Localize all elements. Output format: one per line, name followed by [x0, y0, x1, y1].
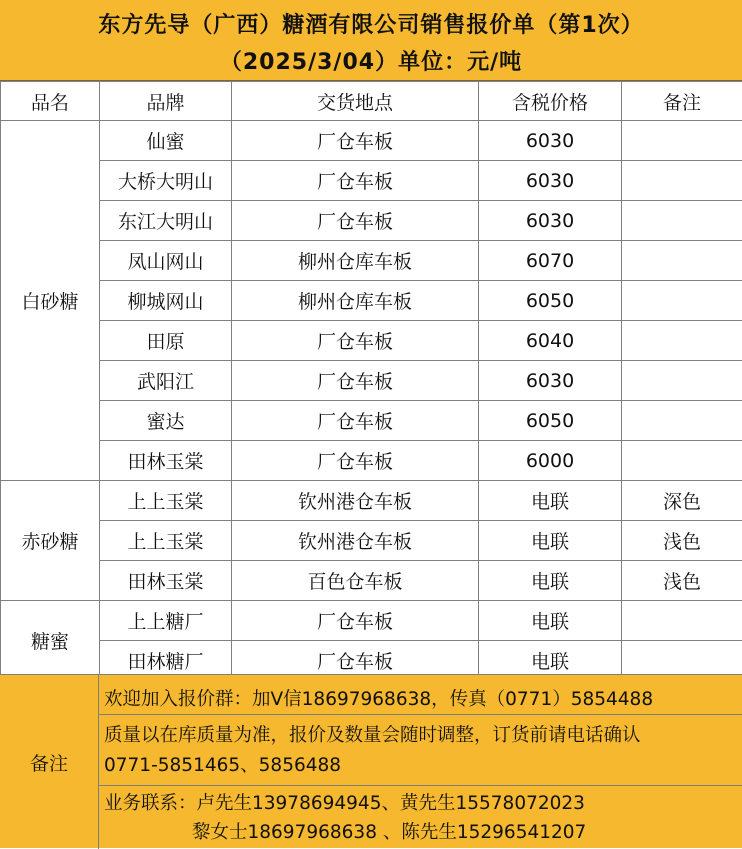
footer-divider [99, 785, 742, 786]
location-cell: 厂仓车板 [232, 401, 479, 441]
table-body [1, 121, 742, 681]
location-cell: 厂仓车板 [232, 161, 479, 201]
product-name-cell: 赤砂糖 [1, 481, 100, 601]
table-row [1, 481, 742, 521]
footer-line-phone: 0771-5851465、5856488 [104, 751, 341, 777]
brand-cell: 柳城网山 [100, 281, 232, 321]
table-row [1, 281, 742, 321]
table-header-row [1, 82, 742, 121]
sheet-title: 东方先导（广西）糖酒有限公司销售报价单（第1次） [0, 8, 742, 39]
table-row [1, 201, 742, 241]
table-row [1, 441, 742, 481]
footer-label: 备注 [0, 675, 99, 849]
brand-cell: 田林玉棠 [100, 441, 232, 481]
product-name-cell: 白砂糖 [1, 121, 100, 481]
location-cell: 钦州港仓车板 [232, 521, 479, 561]
footer-notes [0, 674, 742, 848]
column-header: 备注 [622, 82, 742, 121]
table-row [1, 321, 742, 361]
footer-line-group: 欢迎加入报价群：加V信18697968638，传真（0771）5854488 [104, 685, 653, 711]
brand-cell: 大桥大明山 [100, 161, 232, 201]
location-cell: 厂仓车板 [232, 601, 479, 641]
note-cell [622, 361, 742, 401]
price-cell: 电联 [479, 521, 622, 561]
sheet-subtitle: （2025/3/04）单位：元/吨 [0, 45, 742, 76]
brand-cell: 上上玉棠 [100, 521, 232, 561]
note-cell [622, 201, 742, 241]
column-header: 含税价格 [479, 82, 622, 121]
table-row [1, 161, 742, 201]
note-cell [622, 401, 742, 441]
table-row [1, 561, 742, 601]
table-row [1, 401, 742, 441]
column-header: 品牌 [100, 82, 232, 121]
price-cell: 电联 [479, 561, 622, 601]
table-row [1, 521, 742, 561]
note-cell: 浅色 [622, 521, 742, 561]
price-cell: 6030 [479, 121, 622, 161]
brand-cell: 东江大明山 [100, 201, 232, 241]
table-row [1, 241, 742, 281]
footer-divider [99, 714, 742, 715]
table-row [1, 361, 742, 401]
column-header: 品名 [1, 82, 100, 121]
price-cell: 6000 [479, 441, 622, 481]
brand-cell: 上上糖厂 [100, 601, 232, 641]
note-cell [622, 441, 742, 481]
location-cell: 百色仓车板 [232, 561, 479, 601]
price-cell: 6030 [479, 361, 622, 401]
price-cell: 电联 [479, 641, 622, 681]
brand-cell: 凤山网山 [100, 241, 232, 281]
note-cell [622, 601, 742, 641]
product-name-cell: 糖蜜 [1, 601, 100, 681]
location-cell: 厂仓车板 [232, 321, 479, 361]
brand-cell: 田林玉棠 [100, 561, 232, 601]
location-cell: 钦州港仓车板 [232, 481, 479, 521]
footer-line-contacts-2: 黎女士18697968638 、陈先生15296541207 [192, 818, 586, 844]
location-cell: 厂仓车板 [232, 641, 479, 681]
note-cell [622, 241, 742, 281]
price-cell: 6070 [479, 241, 622, 281]
sheet-header [0, 0, 742, 81]
price-cell: 电联 [479, 481, 622, 521]
column-header: 交货地点 [232, 82, 479, 121]
price-cell: 6030 [479, 161, 622, 201]
price-cell: 6040 [479, 321, 622, 361]
price-cell: 电联 [479, 601, 622, 641]
brand-cell: 田原 [100, 321, 232, 361]
brand-cell: 武阳江 [100, 361, 232, 401]
note-cell: 深色 [622, 481, 742, 521]
location-cell: 厂仓车板 [232, 361, 479, 401]
price-cell: 6030 [479, 201, 622, 241]
note-cell [622, 161, 742, 201]
note-cell [622, 281, 742, 321]
price-table [0, 81, 742, 681]
table-row [1, 601, 742, 641]
table-row [1, 121, 742, 161]
note-cell [622, 321, 742, 361]
footer-line-quality: 质量以在库质量为准，报价及数量会随时调整，订货前请电话确认 [104, 721, 641, 747]
price-cell: 6050 [479, 281, 622, 321]
brand-cell: 上上玉棠 [100, 481, 232, 521]
location-cell: 厂仓车板 [232, 121, 479, 161]
location-cell: 柳州仓库车板 [232, 241, 479, 281]
note-cell [622, 121, 742, 161]
location-cell: 柳州仓库车板 [232, 281, 479, 321]
location-cell: 厂仓车板 [232, 441, 479, 481]
footer-line-contacts: 业务联系：卢先生13978694945、黄先生15578072023 [104, 789, 585, 815]
note-cell: 浅色 [622, 561, 742, 601]
location-cell: 厂仓车板 [232, 201, 479, 241]
brand-cell: 仙蜜 [100, 121, 232, 161]
brand-cell: 蜜达 [100, 401, 232, 441]
price-cell: 6050 [479, 401, 622, 441]
brand-cell: 田林糖厂 [100, 641, 232, 681]
